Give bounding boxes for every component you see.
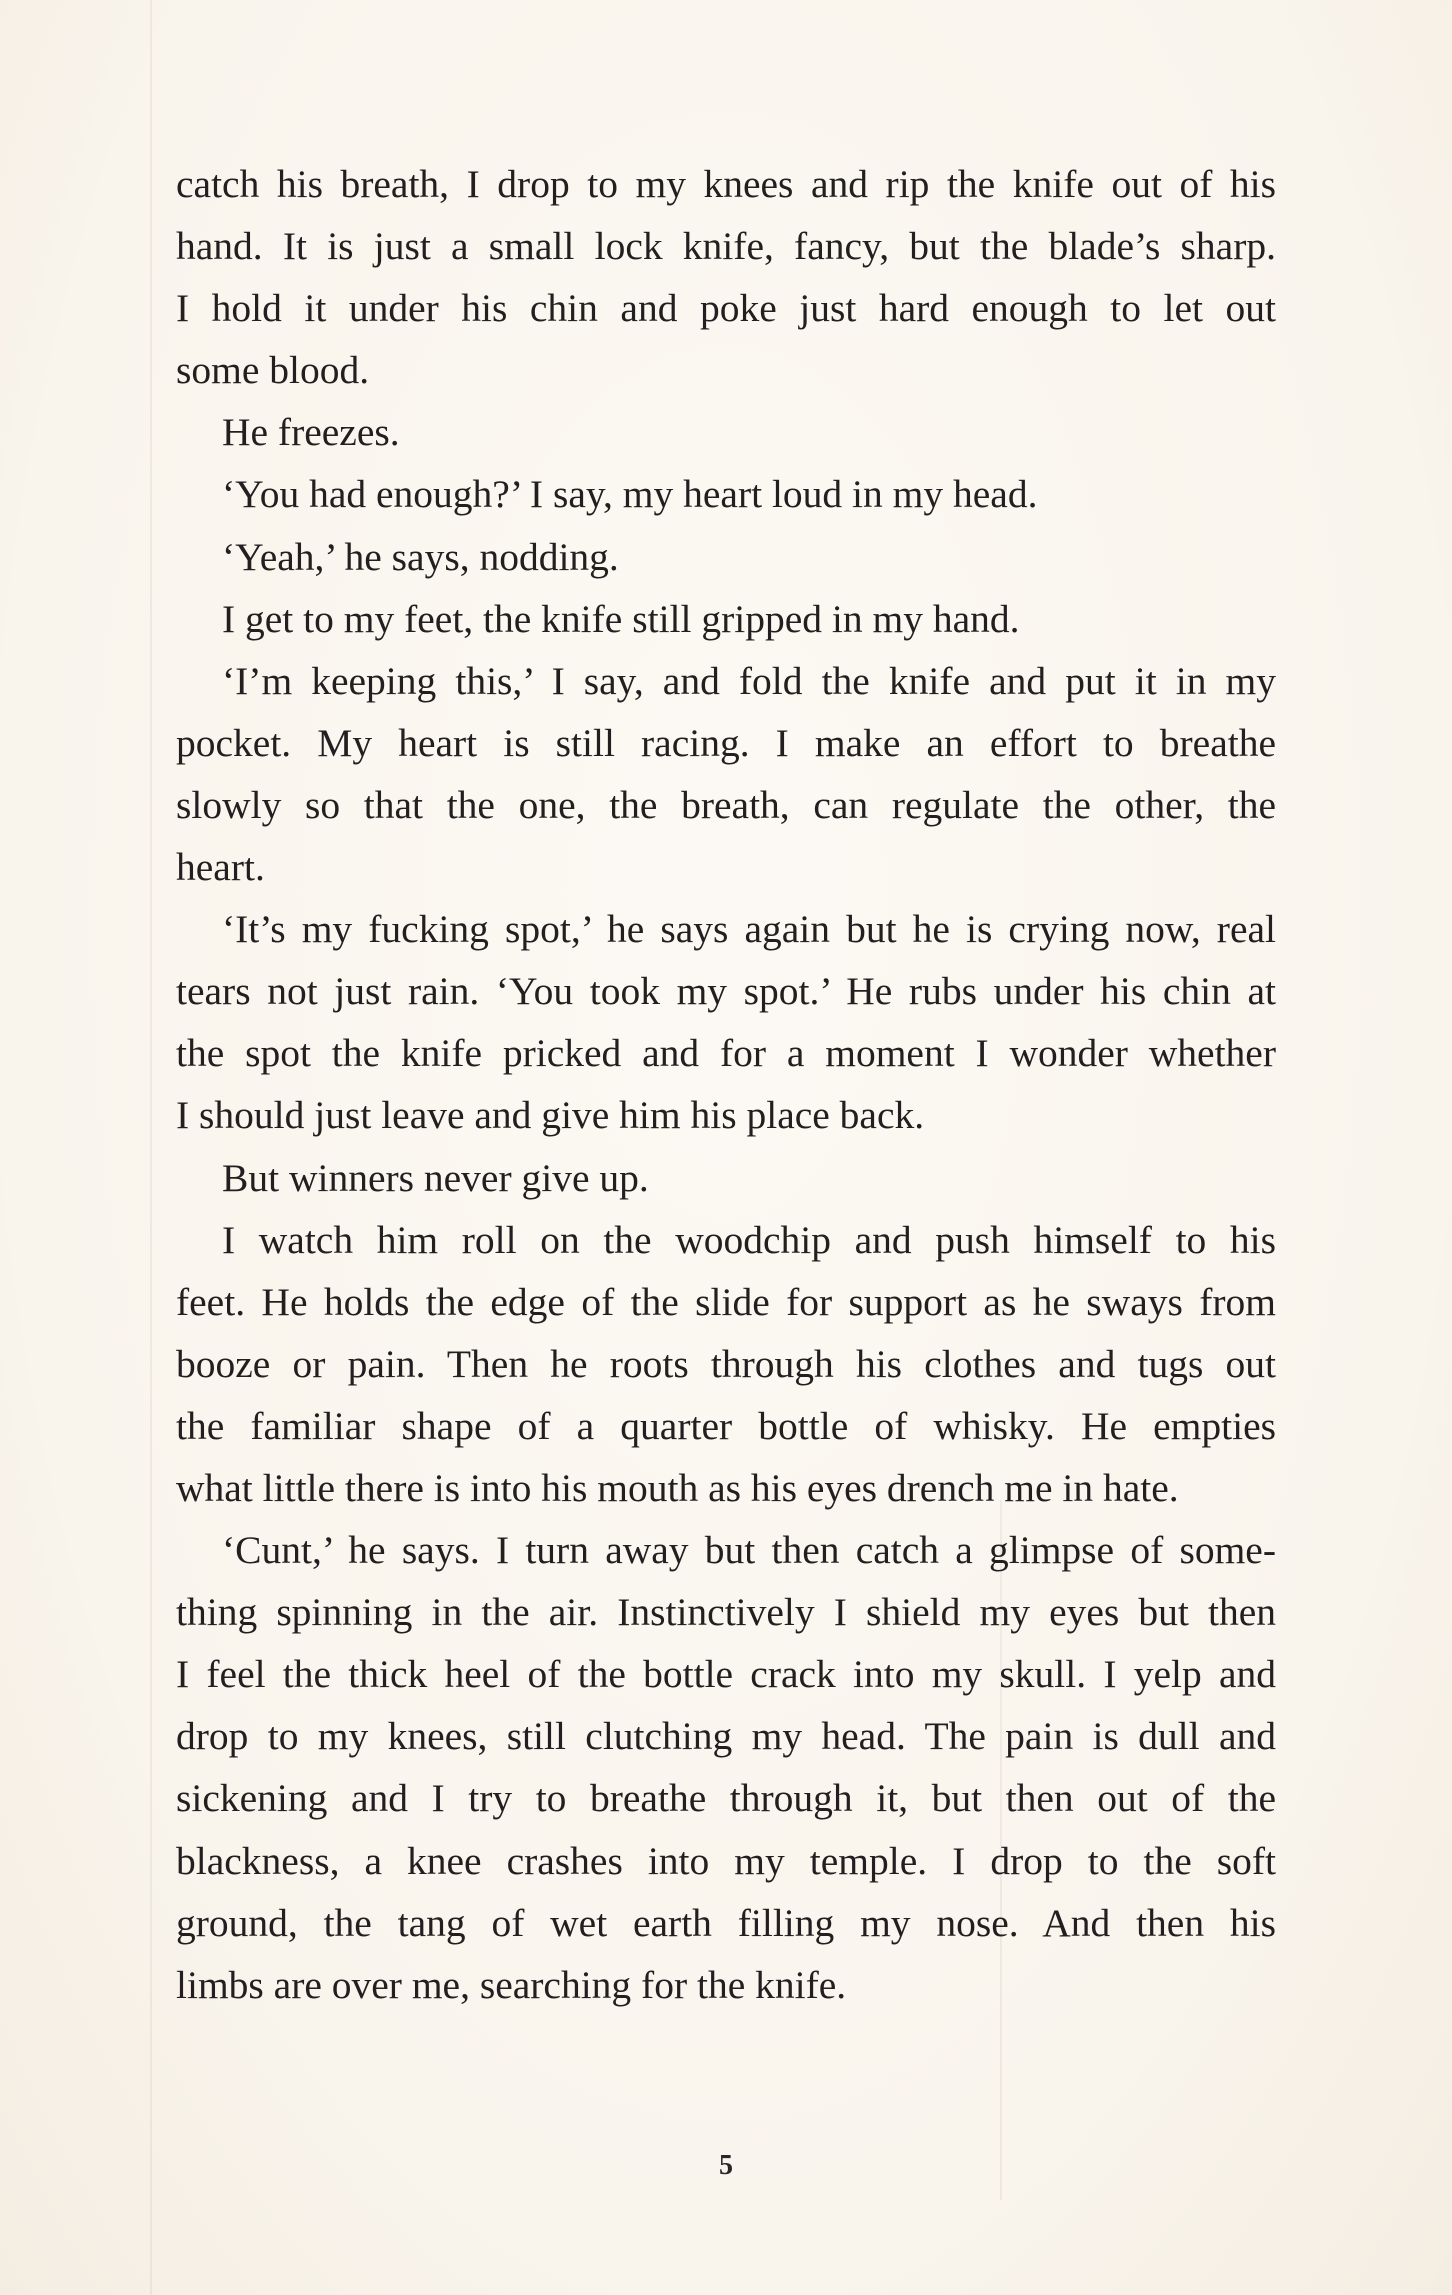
text-line: ground, the tang of wet earth filling my nose. And then his xyxy=(176,1900,1276,1945)
page-number: 5 xyxy=(719,2150,733,2181)
text-line: I hold it under his chin and poke just hard enough to let out xyxy=(176,286,1276,331)
text-line: I should just leave and give him his place back. xyxy=(176,1093,925,1138)
text-line: heart. xyxy=(176,845,265,890)
text-line: I feel the thick heel of the bottle crack into my skull. I yelp and xyxy=(176,1652,1276,1697)
text-line: ‘It’s my fucking spot,’ he says again but he is crying now, real xyxy=(222,907,1276,952)
text-line: the familiar shape of a quarter bottle of whisky. He empties xyxy=(176,1403,1276,1448)
text-line: drop to my knees, still clutching my head. The pain is dull and xyxy=(176,1714,1276,1759)
text-line: tears not just rain. ‘You took my spot.’ He rubs under his chin at xyxy=(176,969,1276,1014)
text-line: some blood. xyxy=(176,348,370,393)
text-line: I get to my feet, the knife still gripped in my hand. xyxy=(222,596,1020,641)
text-line: blackness, a knee crashes into my temple. I drop to the soft xyxy=(176,1838,1276,1883)
text-line: limbs are over me, searching for the knife. xyxy=(176,1962,847,2007)
text-line: pocket. My heart is still racing. I make an effort to breathe xyxy=(176,720,1276,765)
body-text xyxy=(176,153,1276,2016)
text-line: the spot the knife pricked and for a moment I wonder whether xyxy=(176,1031,1276,1076)
text-line: He freezes. xyxy=(222,410,400,455)
text-line: I watch him roll on the woodchip and push himself to his xyxy=(222,1217,1276,1262)
text-line: catch his breath, I drop to my knees and rip the knife out of his xyxy=(176,162,1276,206)
text-line: feet. He holds the edge of the slide for support as he sways from xyxy=(176,1279,1276,1324)
paper-crease xyxy=(150,0,152,2295)
text-line: ‘You had enough?’ I say, my heart loud in my head. xyxy=(222,472,1038,517)
text-line: ‘Yeah,’ he says, nodding. xyxy=(222,534,619,579)
text-line: slowly so that the one, the breath, can regulate the other, the xyxy=(176,782,1276,827)
text-line: sickening and I try to breathe through it, but then out of the xyxy=(176,1776,1276,1821)
text-line: But winners never give up. xyxy=(222,1155,649,1200)
text-line: what little there is into his mouth as his eyes drench me in hate. xyxy=(176,1465,1179,1510)
text-line: booze or pain. Then he roots through his clothes and tugs out xyxy=(176,1341,1276,1386)
text-line: hand. It is just a small lock knife, fancy, but the blade’s sharp. xyxy=(176,224,1276,269)
text-line: ‘I’m keeping this,’ I say, and fold the knife and put it in my xyxy=(222,658,1276,703)
text-line: ‘Cunt,’ he says. I turn away but then catch a glimpse of some- xyxy=(222,1528,1276,1573)
text-line: thing spinning in the air. Instinctively I shield my eyes but then xyxy=(176,1590,1276,1635)
